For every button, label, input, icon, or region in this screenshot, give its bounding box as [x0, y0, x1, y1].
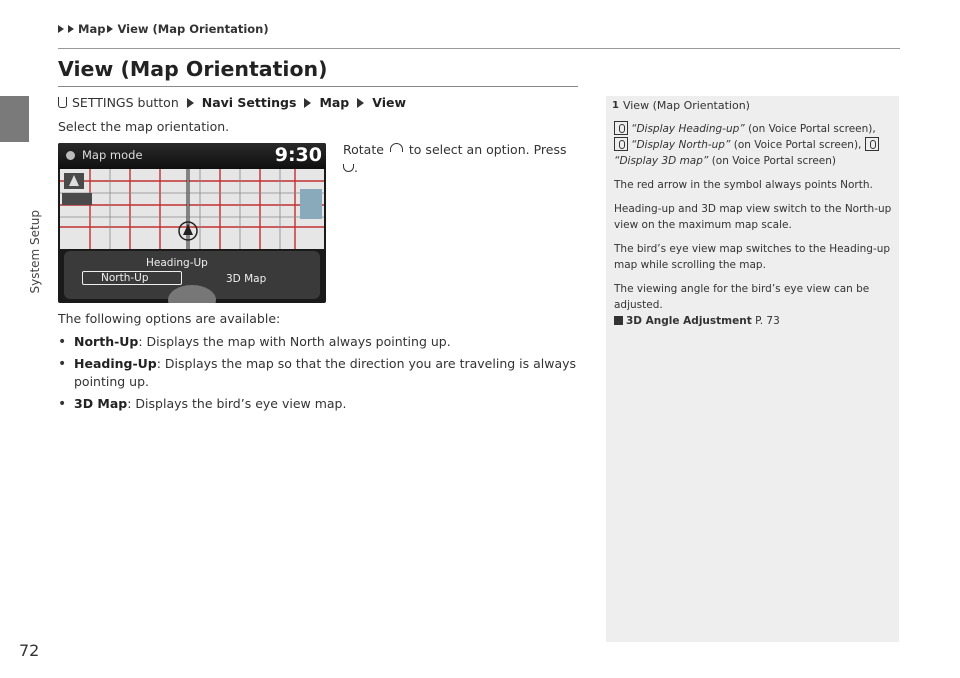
option-term: 3D Map [74, 396, 128, 411]
screen-menu-icon [66, 151, 75, 160]
instruction-rotate: Rotate [343, 142, 384, 157]
list-item [58, 395, 578, 413]
voice-command-context: (on Voice Portal screen), [733, 139, 862, 151]
list-item [58, 333, 578, 351]
screen-header [58, 143, 326, 169]
path-step-view: View [372, 95, 407, 110]
menu-option-3d-map: 3D Map [226, 273, 267, 285]
path-start: SETTINGS button [72, 95, 179, 110]
path-step-navi-settings: Navi Settings [201, 95, 297, 110]
menu-option-heading-up: Heading-Up [146, 257, 208, 269]
header-divider [58, 48, 900, 49]
option-desc: : Displays the map so that the direction you are traveling is always pointing up. [74, 356, 577, 389]
map-view [60, 169, 324, 249]
option-desc: : Displays the bird’s eye view map. [127, 396, 347, 411]
note-paragraph-text: The viewing angle for the bird’s eye view can be adjusted. [614, 283, 870, 311]
voice-command-icon [614, 137, 628, 151]
voice-commands [614, 121, 892, 169]
note-paragraph: The red arrow in the symbol always points North. [614, 179, 873, 191]
press-enter-icon [343, 164, 354, 172]
note-body [614, 121, 892, 337]
title-divider [58, 86, 578, 87]
breadcrumb-item-view: View (Map Orientation) [117, 22, 269, 36]
path-arrow-icon [304, 98, 311, 108]
section-label: System Setup [28, 210, 42, 294]
page-number: 72 [19, 641, 40, 660]
home-button-icon [58, 97, 67, 108]
note-number: 1 [612, 100, 619, 111]
section-tab [0, 96, 29, 142]
option-term: Heading-Up [74, 356, 157, 371]
breadcrumb-arrow-icon [58, 25, 64, 33]
voice-command-context: (on Voice Portal screen) [711, 155, 837, 167]
option-desc: : Displays the map with North always pointing up. [138, 334, 451, 349]
options-intro: The following options are available: [58, 311, 281, 326]
option-term: North-Up [74, 334, 139, 349]
intro-text: Select the map orientation. [58, 119, 230, 134]
page-title: View (Map Orientation) [58, 57, 328, 81]
voice-command: “Display North-up” [631, 139, 731, 151]
instruction-end: . [354, 160, 358, 175]
list-item [58, 355, 578, 391]
screen-mode-label: Map mode [82, 148, 143, 162]
breadcrumb-item-map: Map [78, 22, 106, 36]
voice-command: “Display 3D map” [614, 155, 709, 167]
note-title: View (Map Orientation) [622, 99, 750, 112]
note-paragraph: The bird’s eye view map switches to the Heading-up map while scrolling the map. [614, 243, 891, 271]
reference-page: P. 73 [755, 315, 780, 327]
path-arrow-icon [187, 98, 194, 108]
navigation-screen-image [58, 143, 326, 303]
voice-command-icon [865, 137, 879, 151]
breadcrumb-arrow-icon [68, 25, 74, 33]
note-paragraph [614, 281, 892, 329]
note-heading [612, 99, 750, 112]
voice-command-icon [614, 121, 628, 135]
menu-path [58, 95, 406, 110]
options-list [58, 333, 578, 417]
note-paragraph: Heading-up and 3D map view switch to the North-up view on the maximum map scale. [614, 203, 892, 231]
breadcrumb [58, 22, 269, 36]
screen-clock: 9:30 [274, 144, 322, 166]
breadcrumb-arrow-icon [107, 25, 113, 33]
menu-option-north-up: North-Up [82, 271, 182, 285]
path-step-map: Map [319, 95, 350, 110]
reference-arrow-icon [614, 316, 623, 325]
voice-command: “Display Heading-up” [631, 123, 745, 135]
reference-link[interactable]: 3D Angle Adjustment [626, 315, 752, 327]
interface-dial-icon [390, 143, 403, 152]
voice-command-context: (on Voice Portal screen), [748, 123, 876, 135]
path-arrow-icon [357, 98, 364, 108]
instruction-text [343, 141, 578, 177]
instruction-mid: to select an option. Press [408, 142, 567, 157]
